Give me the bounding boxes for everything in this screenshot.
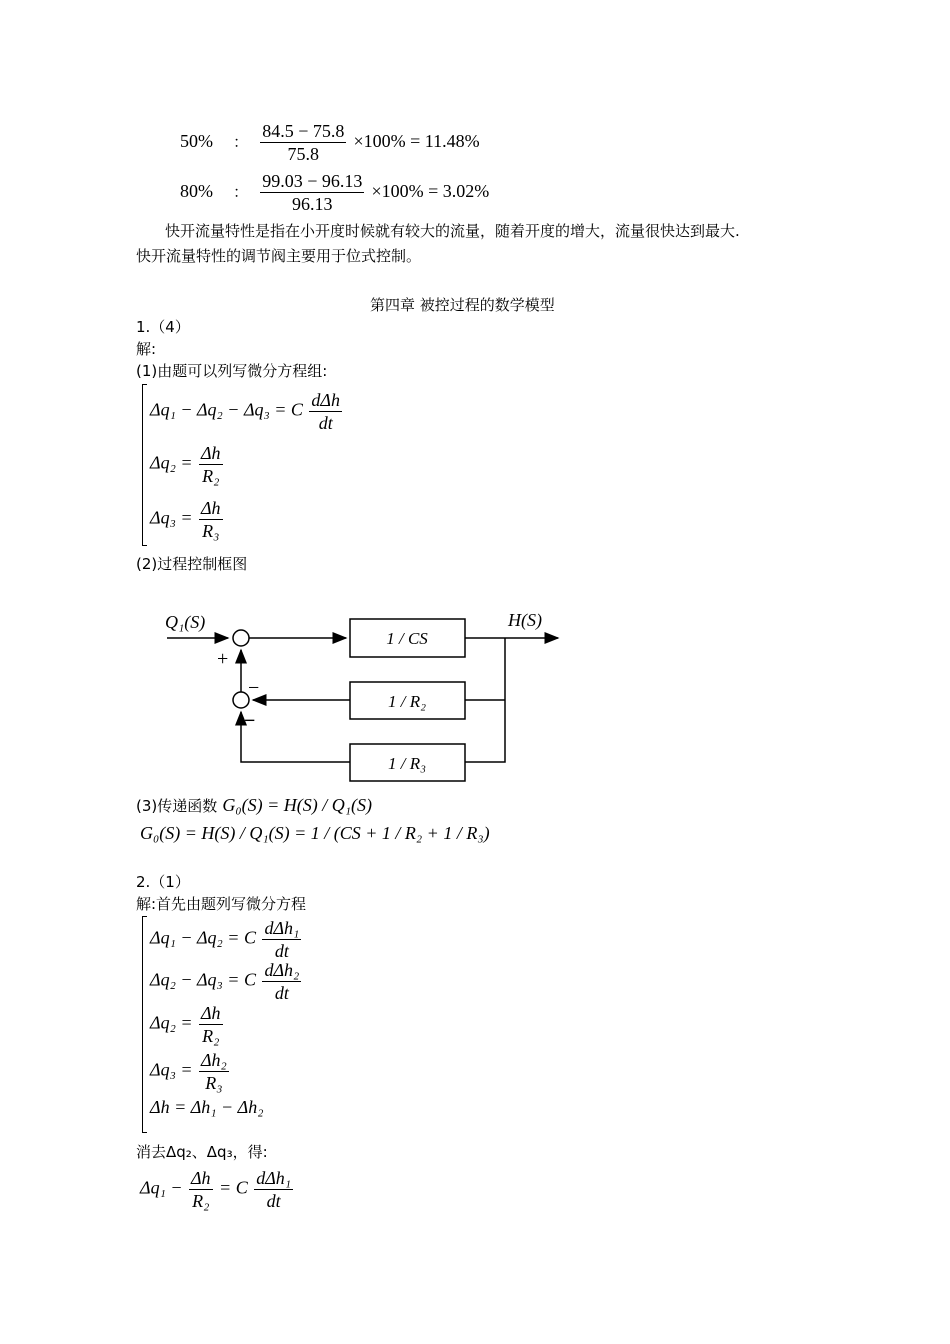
minus-sign-1: − xyxy=(248,677,260,699)
minus-sign-2: − xyxy=(244,710,256,732)
equation-lhs: Δq₂ = xyxy=(150,452,193,473)
fraction-numerator: Δh xyxy=(200,443,221,463)
fraction-denominator: dt xyxy=(274,941,289,961)
question-1-number: 1.（4） xyxy=(136,318,190,336)
q2-equation-1 xyxy=(150,918,303,961)
paragraph-line-1: 快开流量特性是指在小开度时候就有较大的流量，随着开度的增大，流量很快达到最大. xyxy=(165,222,740,240)
equation-lhs: Δq₂ − Δq₃ = C xyxy=(150,969,256,990)
eliminate-label: 消去Δq₂、Δq₃，得: xyxy=(136,1143,268,1161)
fraction-denominator: R₂ xyxy=(202,1026,220,1046)
fraction-denominator: 96.13 xyxy=(292,194,333,214)
step-3-label: (3)传递函数 xyxy=(136,797,218,815)
percent-result: ×100% = 3.02% xyxy=(371,181,490,201)
equation-middle: = C xyxy=(219,1177,248,1198)
feedback-block-r2-label: 1 / R₂ xyxy=(387,692,427,711)
percent-result: ×100% = 11.48% xyxy=(353,131,480,151)
forward-block-label: 1 / CS xyxy=(386,629,428,648)
feedback-arrow-r3 xyxy=(241,712,350,762)
fraction-denominator: R₃ xyxy=(205,1073,223,1093)
fraction-numerator: Δh xyxy=(200,498,221,518)
fraction-numerator: Δh₂ xyxy=(200,1050,227,1070)
fraction-denominator: dt xyxy=(274,983,289,1003)
equation-lhs: Δq₂ = xyxy=(150,1012,193,1033)
fraction-denominator: dt xyxy=(318,413,333,433)
fraction-denominator: R₂ xyxy=(202,466,220,486)
plus-sign: + xyxy=(217,648,229,670)
equation-lhs: Δq₃ = xyxy=(150,1059,193,1080)
equation-fraction xyxy=(199,1003,223,1046)
fraction-numerator: dΔh₂ xyxy=(264,960,300,980)
fraction-numerator: Δh xyxy=(200,1003,221,1023)
output-label: H(S) xyxy=(508,610,542,630)
colon: ： xyxy=(233,133,249,151)
fraction-numerator: dΔh₁ xyxy=(264,918,300,938)
equation-lhs: Δq₁ − Δq₂ = C xyxy=(150,927,256,948)
eliminate-text xyxy=(136,1141,268,1162)
equation-fraction xyxy=(262,918,301,961)
summing-junction-main xyxy=(233,630,249,646)
q2-equation-3 xyxy=(150,1003,225,1046)
question-1-step-1: (1)由题可以列写微分方程组: xyxy=(136,362,328,380)
transfer-function-result: G₀(S) = H(S) / Q₁(S) = 1 / (CS + 1 / R₂ + 1 / R₃) xyxy=(140,823,490,843)
equation-fraction xyxy=(199,1050,229,1093)
question-1-step-3 xyxy=(136,795,372,816)
equation-fraction xyxy=(262,960,301,1003)
percent-label: 50% xyxy=(180,131,213,151)
fraction-numerator: dΔh xyxy=(311,390,340,410)
equation-lhs: Δq₁ − Δq₂ − Δq₃ = C xyxy=(150,399,303,420)
question-2-solution: 解:首先由题列写微分方程 xyxy=(136,895,307,913)
percent-label: 80% xyxy=(180,181,213,201)
fraction-numerator: Δh xyxy=(190,1168,211,1188)
step-3-equation: G₀(S) = H(S) / Q₁(S) xyxy=(222,795,372,815)
paragraph-line-2: 快开流量特性的调节阀主要用于位式控制。 xyxy=(136,247,422,265)
equation-fraction-2 xyxy=(254,1168,293,1211)
fraction-denominator: 75.8 xyxy=(287,144,320,164)
fraction-denominator: R₂ xyxy=(192,1191,210,1211)
q2-equation-4 xyxy=(150,1050,231,1093)
equation-brace xyxy=(142,916,147,1133)
q2-equation-5: Δh = Δh₁ − Δh₂ xyxy=(150,1097,264,1117)
equation-lhs: Δq₁ − xyxy=(140,1177,183,1198)
question-1-step-2: (2)过程控制框图 xyxy=(136,555,248,573)
fraction-numerator: dΔh₁ xyxy=(256,1168,292,1188)
colon: ： xyxy=(233,183,249,201)
summing-junction-feedback xyxy=(233,692,249,708)
equation-lhs: Δq₃ = xyxy=(150,507,193,528)
final-equation xyxy=(140,1168,295,1211)
feedback-block-r3-label: 1 / R₃ xyxy=(387,754,427,773)
fraction-denominator: dt xyxy=(266,1191,281,1211)
chapter-title: 第四章 被控过程的数学模型 xyxy=(370,296,555,314)
fraction-numerator: 99.03 − 96.13 xyxy=(262,171,363,191)
input-label: Q₁(S) xyxy=(165,612,206,632)
equation-fraction-1 xyxy=(189,1168,213,1211)
fraction-numerator: 84.5 − 75.8 xyxy=(262,121,345,141)
q2-equation-2 xyxy=(150,960,303,1003)
question-1-solution: 解: xyxy=(136,340,157,358)
fraction-denominator: R₃ xyxy=(202,521,220,541)
question-2-number: 2.（1） xyxy=(136,873,190,891)
